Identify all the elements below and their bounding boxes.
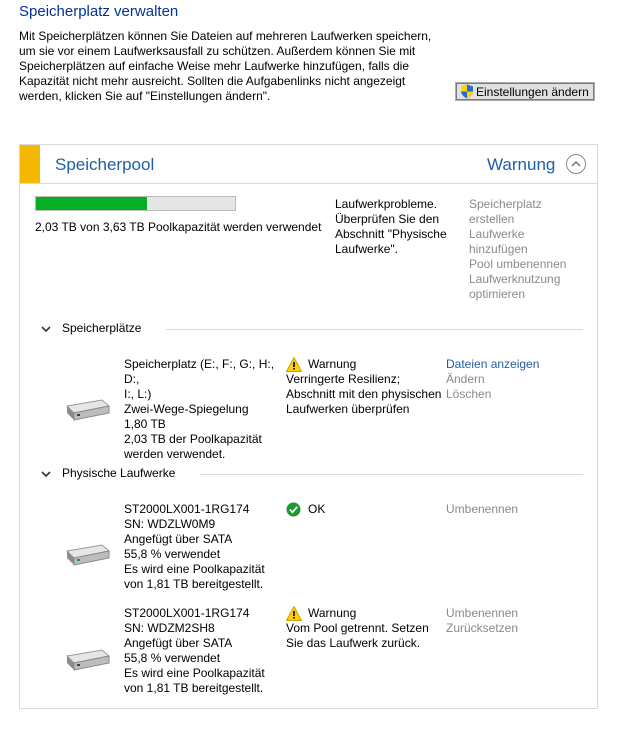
problem-line: Abschnitt "Physische [335,227,447,241]
pool-status: Warnung [487,155,556,174]
physical-drive-details [124,502,284,592]
physical-drive-details [124,606,284,696]
change-space-link[interactable]: Ändern [446,372,485,386]
link-line: erstellen [469,212,515,226]
link-line: Laufwerknutzung [469,272,561,286]
page-title: Speicherplatz verwalten [19,3,179,20]
reset-drive-link[interactable]: Zurücksetzen [446,621,519,635]
link-line: optimieren [469,287,526,301]
intro-text [19,29,439,104]
pool-task-links [469,197,589,302]
drive-links [446,502,518,517]
drive-model: ST2000LX001-1RG174 [124,502,250,516]
drive-icon [64,648,110,672]
section-heading: Physische Laufwerke [62,466,176,480]
space-capacity: 1,80 TB [124,417,166,431]
status-line: Vom Pool getrennt. Setzen [286,621,429,635]
link-line: Speicherplatz [469,197,542,211]
problem-line: Laufwerke". [335,242,398,256]
status-line: Verringerte Resilienz; [286,372,401,386]
pool-header [20,145,597,184]
pool-title: Speicherpool [55,155,155,174]
drive-usage: 55,8 % verwendet [124,651,221,665]
rename-pool-link[interactable]: Pool umbenennen [469,257,567,271]
status-line: Abschnitt mit den physischen [286,387,442,401]
space-name: Speicherplatz (E:, F:, G:, H:, D:, [124,357,275,386]
drive-serial: SN: WDZM2SH8 [124,621,215,635]
chevron-down-icon[interactable] [38,466,54,482]
warning-accent-bar [20,145,40,183]
section-physical-drives[interactable] [38,466,583,482]
drive-bus: Angefügt über SATA [124,636,233,650]
drive-serial: SN: WDZLW0M9 [124,517,216,531]
status-line: Laufwerken überprüfen [286,402,410,416]
delete-space-link[interactable]: Löschen [446,387,492,401]
space-name-cont: I:, L:) [124,387,152,401]
intro-line: werden, klicken Sie auf "Einstellungen ändern". [19,89,271,103]
pool-usage-bar [35,196,236,211]
section-divider [166,329,583,330]
drive-icon [64,543,110,567]
drive-capacity-cont: von 1,81 TB bereitgestellt. [124,681,264,695]
space-pool-usage-cont: werden verwendet. [124,447,226,461]
section-heading: Speicherplätze [62,321,142,335]
intro-line: Speicherplätzen auf einfache Weise mehr Laufwerke hinzufügen, falls die [19,59,410,73]
section-divider [200,474,583,475]
space-resiliency: Zwei-Wege-Spiegelung [124,402,249,416]
drive-capacity-cont: von 1,81 TB bereitgestellt. [124,577,264,591]
drive-usage: 55,8 % verwendet [124,547,221,561]
problem-line: Laufwerkprobleme. [335,197,438,211]
warning-icon [286,606,302,621]
pool-usage-fill [36,197,147,210]
intro-line: um sie vor einem Laufwerksausfall zu schützen. Außerdem können Sie mit [19,44,416,58]
space-status-detail [286,372,451,417]
drive-capacity: Es wird eine Poolkapazität [124,666,265,680]
rename-drive-link[interactable]: Umbenennen [446,502,519,516]
drive-links [446,606,518,636]
drive-bus: Angefügt über SATA [124,532,233,546]
section-storage-spaces[interactable] [38,321,583,337]
intro-line: Mit Speicherplätzen können Sie Dateien auf mehreren Laufwerken speichern, [19,29,432,43]
pool-problem-text [335,197,465,257]
add-drives-link[interactable] [469,227,589,257]
link-line: hinzufügen [469,242,528,256]
drive-icon [64,398,110,422]
chevron-down-icon[interactable] [38,321,54,337]
status-line: Sie das Laufwerk zurück. [286,636,421,650]
drive-capacity: Es wird eine Poolkapazität [124,562,265,576]
ok-check-icon [286,502,301,517]
drive-status: Warnung [308,606,357,620]
drive-model: ST2000LX001-1RG174 [124,606,250,620]
intro-line: Kapazität nicht mehr ausreicht. Sollten die Aufgabenlinks nicht angezeigt [19,74,406,88]
storage-pool-panel [19,144,598,709]
drive-status-detail [286,621,446,651]
drive-status: OK [308,502,326,516]
storage-space-details [124,357,284,462]
link-line: Laufwerke [469,227,525,241]
change-settings-label: Einstellungen ändern [476,84,589,99]
space-status: Warnung [308,357,357,371]
rename-drive-link[interactable]: Umbenennen [446,606,519,620]
warning-icon [286,357,302,372]
pool-usage-text: 2,03 TB von 3,63 TB Poolkapazität werden verwendet [35,220,322,234]
view-files-link[interactable]: Dateien anzeigen [446,357,540,371]
space-pool-usage: 2,03 TB der Poolkapazität [124,432,262,446]
problem-line: Überprüfen Sie den [335,212,440,226]
optimize-drive-usage-link[interactable] [469,272,589,302]
create-space-link[interactable] [469,197,589,227]
uac-shield-icon [460,84,474,99]
collapse-icon[interactable] [566,154,586,174]
change-settings-button[interactable] [455,82,595,101]
space-links [446,357,539,402]
